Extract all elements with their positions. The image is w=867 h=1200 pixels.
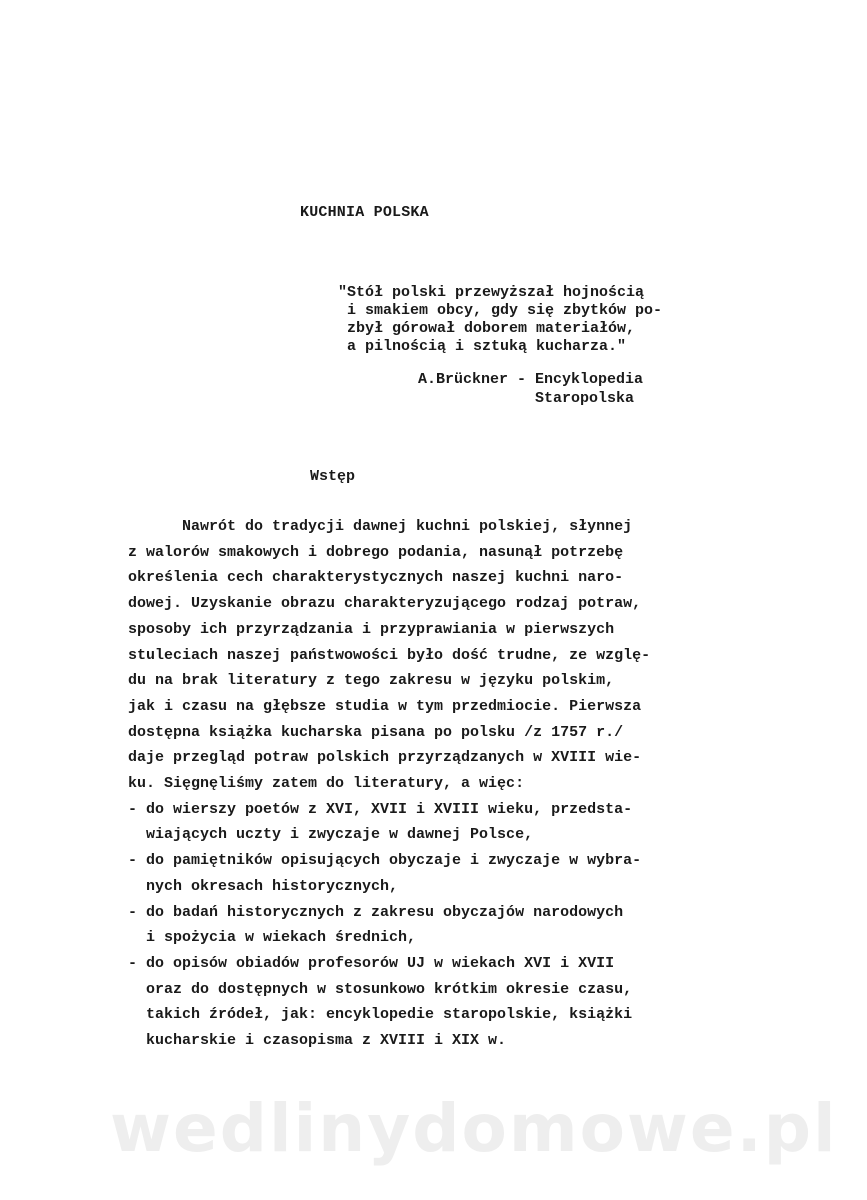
epigraph-line: a pilnością i sztuką kucharza." (338, 338, 627, 355)
list-item: - do opisów obiadów profesorów UJ w wiekach XVI i XVII (128, 954, 615, 972)
epigraph-line: zbył górował doborem materiałów, (338, 320, 636, 337)
body-line: stuleciach naszej państwowości było dość trudne, ze wzglę- (128, 646, 651, 664)
body-line: daje przegląd potraw polskich przyrządzanych w XVIII wie- (128, 749, 642, 767)
body-line: jak i czasu na głębsze studia w tym przedmiocie. Pierwsza (128, 697, 642, 715)
list-item: - do wierszy poetów z XVI, XVII i XVIII wieku, przedsta- (128, 800, 633, 818)
list-item-continuation: i spożycia w wiekach średnich, (128, 929, 417, 947)
body-line: dostępna książka kucharska pisana po polsku /z 1757 r./ (128, 723, 624, 741)
document-title: KUCHNIA POLSKA (300, 204, 429, 221)
body-line: dowej. Uzyskanie obrazu charakteryzującego rodzaj potraw, (128, 595, 642, 613)
epigraph-line: i smakiem obcy, gdy się zbytków po- (338, 302, 663, 319)
body-text (128, 514, 768, 1054)
body-line: z walorów smakowych i dobrego podania, nasunął potrzebę (128, 543, 624, 561)
list-item: - do badań historycznych z zakresu obyczajów narodowych (128, 903, 624, 921)
epigraph-attribution (418, 370, 643, 408)
list-item-continuation: oraz do dostępnych w stosunkowo krótkim okresie czasu, (128, 980, 633, 998)
attribution-line: A.Brückner - Encyklopedia (418, 371, 644, 388)
watermark: wedlinydomowe.pl (110, 1090, 838, 1167)
section-heading: Wstęp (310, 468, 356, 485)
list-item-continuation: nych okresach historycznych, (128, 877, 399, 895)
body-line: du na brak literatury z tego zakresu w języku polskim, (128, 672, 615, 690)
body-line: określenia cech charakterystycznych naszej kuchni naro- (128, 569, 624, 587)
list-item-continuation: wiających uczty i zwyczaje w dawnej Polsce, (128, 826, 534, 844)
body-line: ku. Sięgnęliśmy zatem do literatury, a więc: (128, 775, 525, 793)
list-item-continuation: takich źródeł, jak: encyklopedie staropolskie, książki (128, 1006, 633, 1024)
attribution-line: Staropolska (418, 390, 635, 407)
body-line: sposoby ich przyrządzania i przyprawiania w pierwszych (128, 620, 615, 638)
list-item: - do pamiętników opisujących obyczaje i zwyczaje w wybra- (128, 852, 642, 870)
list-item-continuation: kucharskie i czasopisma z XVIII i XIX w. (128, 1032, 507, 1050)
epigraph-line: "Stół polski przewyższał hojnością (338, 284, 645, 301)
epigraph-quote (338, 284, 758, 356)
body-line: Nawrót do tradycji dawnej kuchni polskiej, słynnej (128, 518, 633, 535)
